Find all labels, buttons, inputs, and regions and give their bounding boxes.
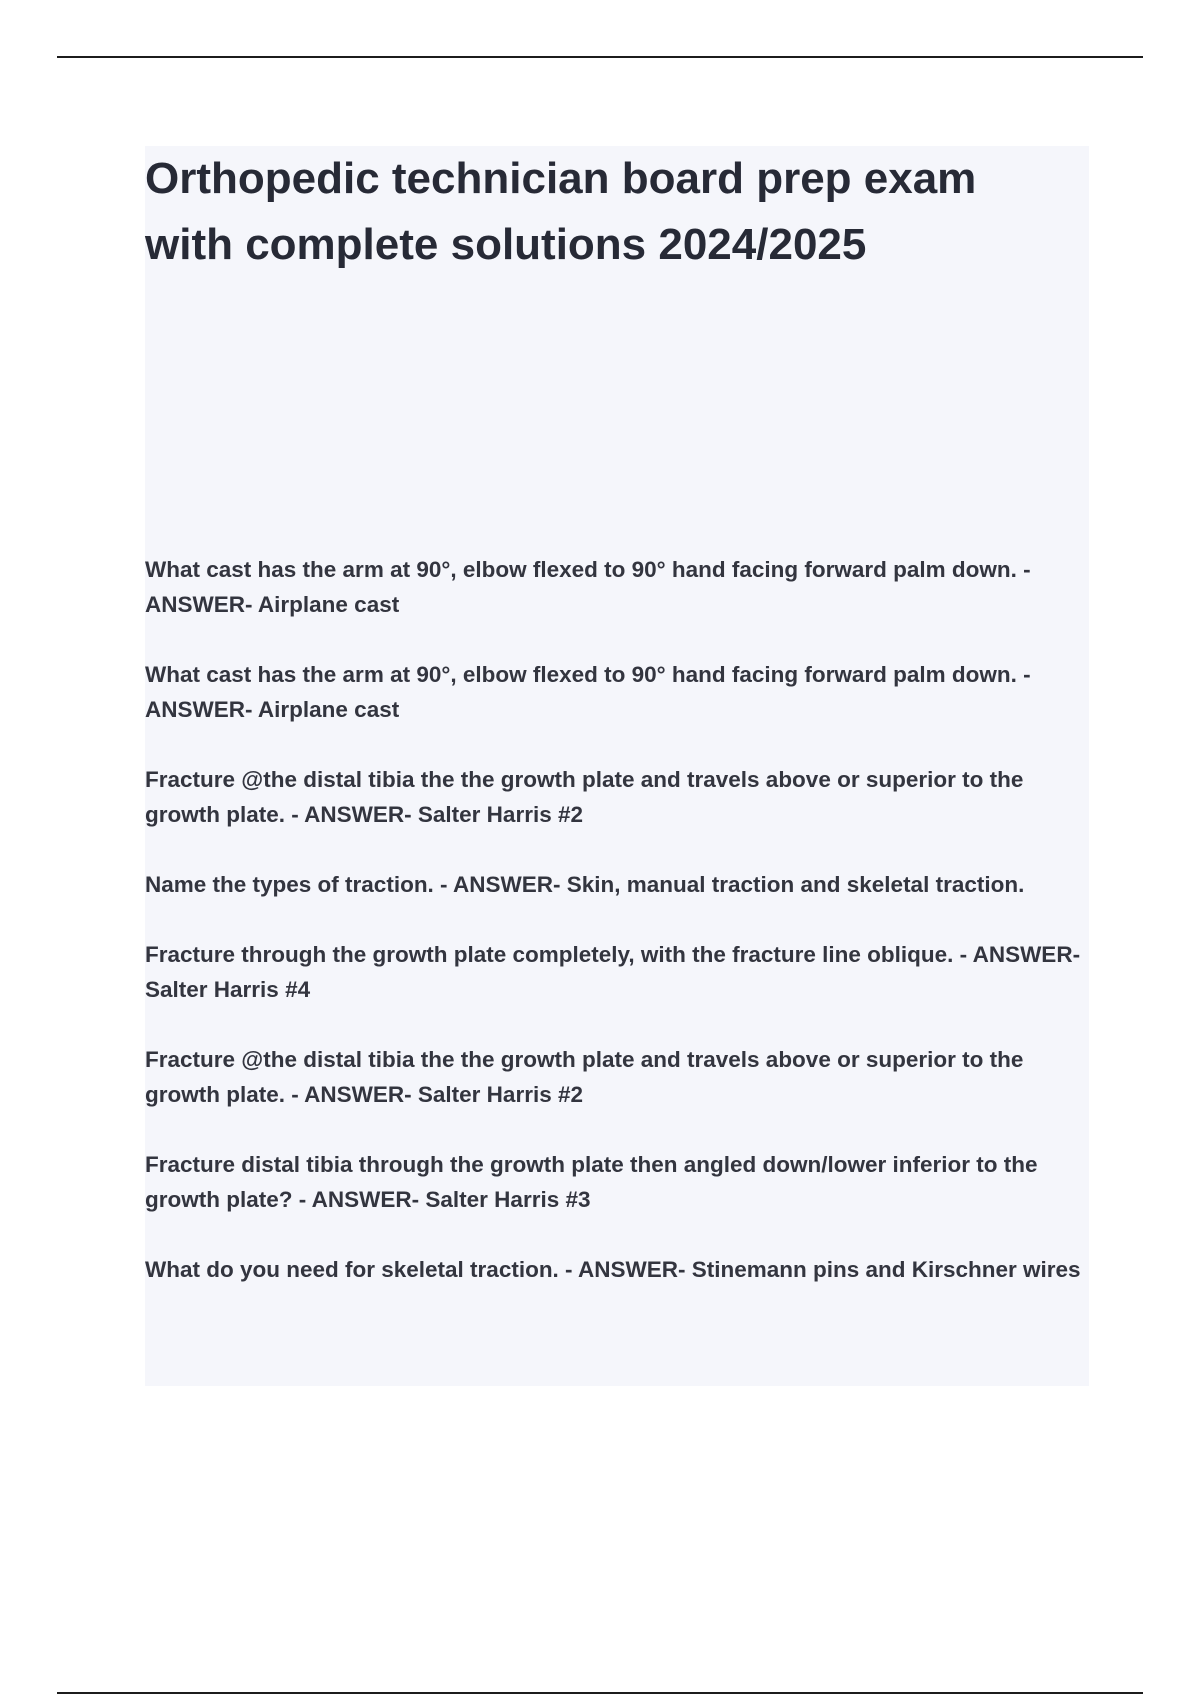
document-title	[145, 146, 1089, 278]
qa-item: Fracture through the growth plate completely, with the fracture line oblique. - ANSWER- Salter Harris #4	[145, 942, 1081, 1002]
qa-item: Fracture distal tibia through the growth plate then angled down/lower inferior to the growth plate? - ANSWER- Salter Harris #3	[145, 1152, 1038, 1212]
qa-item: Name the types of traction. - ANSWER- Skin, manual traction and skeletal traction.	[145, 872, 1025, 897]
qa-item: What cast has the arm at 90°, elbow flexed to 90° hand facing forward palm down. - ANSWER- Airplane cast	[145, 662, 1031, 722]
title-line-1: Orthopedic technician board prep exam	[145, 154, 977, 203]
qa-item: Fracture @the distal tibia the the growth plate and travels above or superior to the growth plate. - ANSWER- Salter Harris #2	[145, 767, 1024, 827]
qa-list	[145, 552, 1089, 1322]
top-rule	[57, 56, 1143, 58]
bottom-rule	[57, 1692, 1143, 1694]
title-line-2: with complete solutions 2024/2025	[145, 220, 867, 269]
content-panel	[145, 146, 1089, 1386]
qa-item: What cast has the arm at 90°, elbow flexed to 90° hand facing forward palm down. - ANSWER- Airplane cast	[145, 557, 1031, 617]
qa-item: What do you need for skeletal traction. - ANSWER- Stinemann pins and Kirschner wires	[145, 1257, 1081, 1282]
qa-item: Fracture @the distal tibia the the growth plate and travels above or superior to the growth plate. - ANSWER- Salter Harris #2	[145, 1047, 1024, 1107]
